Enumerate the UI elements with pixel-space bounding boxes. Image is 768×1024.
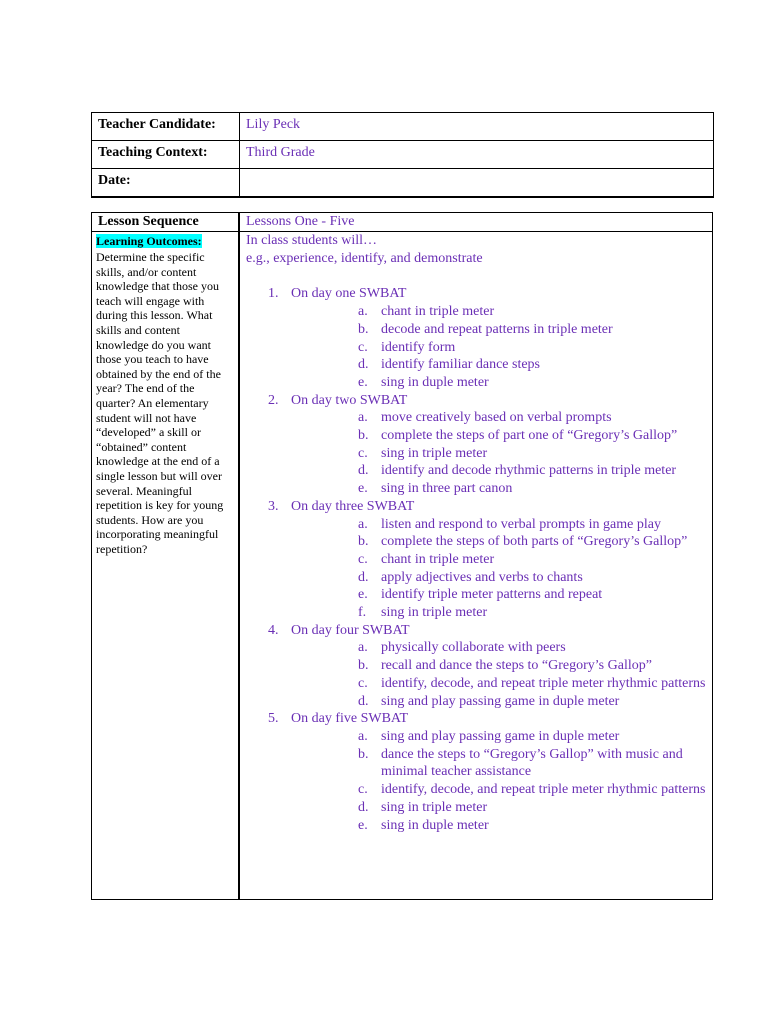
lesson-sequence-label: Lesson Sequence [92, 213, 240, 232]
day-item [246, 285, 712, 391]
outcome-letter: e. [358, 374, 368, 390]
outcome-text: identify, decode, and repeat triple meter rhythmic patterns [381, 782, 706, 798]
outcome-list [291, 303, 712, 392]
outcome-list [291, 639, 712, 710]
outcome-text: chant in triple meter [381, 304, 495, 320]
outcome-item [291, 799, 712, 817]
outcome-list [291, 516, 712, 622]
outcome-text: identify and decode rhythmic patterns in triple meter [381, 463, 677, 479]
candidate-label: Teacher Candidate: [92, 113, 240, 141]
day-number: 1. [268, 286, 279, 302]
context-row [92, 141, 714, 169]
outcome-letter: d. [358, 569, 369, 585]
outcome-list [291, 728, 712, 834]
outcome-text: decode and repeat patterns in triple meter [381, 321, 613, 337]
outcome-letter: a. [358, 516, 368, 532]
outcome-text: sing in triple meter [381, 799, 488, 815]
outcome-letter: b. [358, 658, 369, 674]
outcome-item [291, 480, 712, 498]
outcome-item [291, 374, 712, 392]
outcome-text: identify form [381, 339, 456, 355]
outcome-item [291, 356, 712, 374]
candidate-value: Lily Peck [240, 113, 714, 141]
outcome-letter: f. [358, 605, 367, 621]
day-list [246, 285, 712, 834]
outcome-item [291, 817, 712, 835]
outcome-item [291, 746, 712, 781]
outcome-letter: e. [358, 817, 368, 833]
day-title: On day three SWBAT [291, 498, 415, 514]
outcome-text: sing in three part canon [381, 481, 513, 497]
date-row [92, 169, 714, 198]
outcome-letter: a. [358, 728, 368, 744]
outcome-item [291, 445, 712, 463]
outcome-item [291, 586, 712, 604]
outcome-letter: b. [358, 321, 369, 337]
outcome-letter: d. [358, 799, 369, 815]
outcome-item [291, 657, 712, 675]
outcome-letter: c. [358, 445, 368, 461]
outcome-letter: c. [358, 782, 368, 798]
day-number: 3. [268, 498, 279, 514]
outcome-item [291, 533, 712, 551]
outcomes-content [239, 232, 713, 900]
learning-outcomes-row [92, 232, 713, 900]
day-number: 4. [268, 622, 279, 638]
context-value: Third Grade [240, 141, 714, 169]
day-number: 5. [268, 711, 279, 727]
outcome-text: listen and respond to verbal prompts in game play [381, 516, 661, 532]
outcome-letter: d. [358, 463, 369, 479]
outcome-letter: a. [358, 304, 368, 320]
outcome-item [291, 303, 712, 321]
outcome-text: sing in triple meter [381, 445, 488, 461]
outcome-text: physically collaborate with peers [381, 640, 566, 656]
lesson-sequence-value: Lessons One - Five [239, 213, 713, 232]
outcome-list [291, 409, 712, 498]
outcome-letter: d. [358, 357, 369, 373]
outcome-text: sing and play passing game in duple meter [381, 693, 620, 709]
outcome-text: chant in triple meter [381, 551, 495, 567]
outcome-text: dance the steps to “Gregory’s Gallop” with music and minimal teacher assistance [381, 746, 683, 780]
learning-outcomes-label: Learning Outcomes: [96, 234, 202, 248]
outcome-item [291, 728, 712, 746]
day-title: On day two SWBAT [291, 392, 408, 408]
lesson-table [91, 212, 713, 900]
learning-outcomes-description: Determine the specific skills, and/or content knowledge that those you teach will engage with during this lesson. What skills and content knowledge do you want those you teach to have obtained by the end of the year? The end of the quarter? An elementary student will not have “developed” a skill or “obtained” content knowledge at the end of a single lesson but will over several. Meaningful repetition is key for young students. How are you incorporating meaningful repetition? [96, 250, 224, 556]
info-table [91, 112, 714, 198]
outcome-item [291, 321, 712, 339]
day-item [246, 392, 712, 498]
day-item [246, 498, 712, 622]
outcome-text: sing and play passing game in duple meter [381, 728, 620, 744]
outcome-item [291, 409, 712, 427]
outcome-item [291, 604, 712, 622]
lesson-sequence-row [92, 213, 713, 232]
day-item [246, 710, 712, 834]
outcome-item [291, 675, 712, 693]
day-title: On day five SWBAT [291, 711, 409, 727]
outcome-text: apply adjectives and verbs to chants [381, 569, 583, 585]
outcome-letter: e. [358, 587, 368, 603]
outcome-item [291, 427, 712, 445]
outcome-text: sing in duple meter [381, 817, 489, 833]
day-item [246, 622, 712, 711]
outcome-letter: c. [358, 675, 368, 691]
outcome-text: recall and dance the steps to “Gregory’s Gallop” [381, 658, 652, 674]
outcome-text: complete the steps of part one of “Gregory’s Gallop” [381, 428, 678, 444]
outcome-item [291, 569, 712, 587]
day-title: On day one SWBAT [291, 286, 407, 302]
outcome-text: identify, decode, and repeat triple meter rhythmic patterns [381, 675, 706, 691]
outcome-letter: b. [358, 534, 369, 550]
outcome-item [291, 516, 712, 534]
outcome-letter: a. [358, 640, 368, 656]
outcome-letter: e. [358, 481, 368, 497]
candidate-row [92, 113, 714, 141]
outcome-item [291, 781, 712, 799]
date-value [240, 169, 714, 198]
outcome-letter: d. [358, 693, 369, 709]
context-label: Teaching Context: [92, 141, 240, 169]
outcome-letter: a. [358, 410, 368, 426]
outcome-item [291, 639, 712, 657]
outcome-text: sing in triple meter [381, 605, 488, 621]
intro-examples: e.g., experience, identify, and demonstrate [246, 250, 483, 266]
outcome-letter: c. [358, 551, 368, 567]
intro-line: In class students will… [246, 233, 378, 248]
outcome-letter: b. [358, 746, 369, 762]
day-number: 2. [268, 392, 279, 408]
outcome-item [291, 339, 712, 357]
outcome-item [291, 693, 712, 711]
outcome-text: sing in duple meter [381, 374, 489, 390]
outcome-item [291, 551, 712, 569]
learning-outcomes-cell [92, 232, 240, 900]
outcome-letter: c. [358, 339, 368, 355]
outcome-text: move creatively based on verbal prompts [381, 410, 612, 426]
day-title: On day four SWBAT [291, 622, 410, 638]
outcome-item [291, 462, 712, 480]
outcome-text: identify familiar dance steps [381, 357, 540, 373]
date-label: Date: [92, 169, 240, 198]
outcome-text: identify triple meter patterns and repeat [381, 587, 603, 603]
outcome-letter: b. [358, 428, 369, 444]
outcome-text: complete the steps of both parts of “Gregory’s Gallop” [381, 534, 688, 550]
